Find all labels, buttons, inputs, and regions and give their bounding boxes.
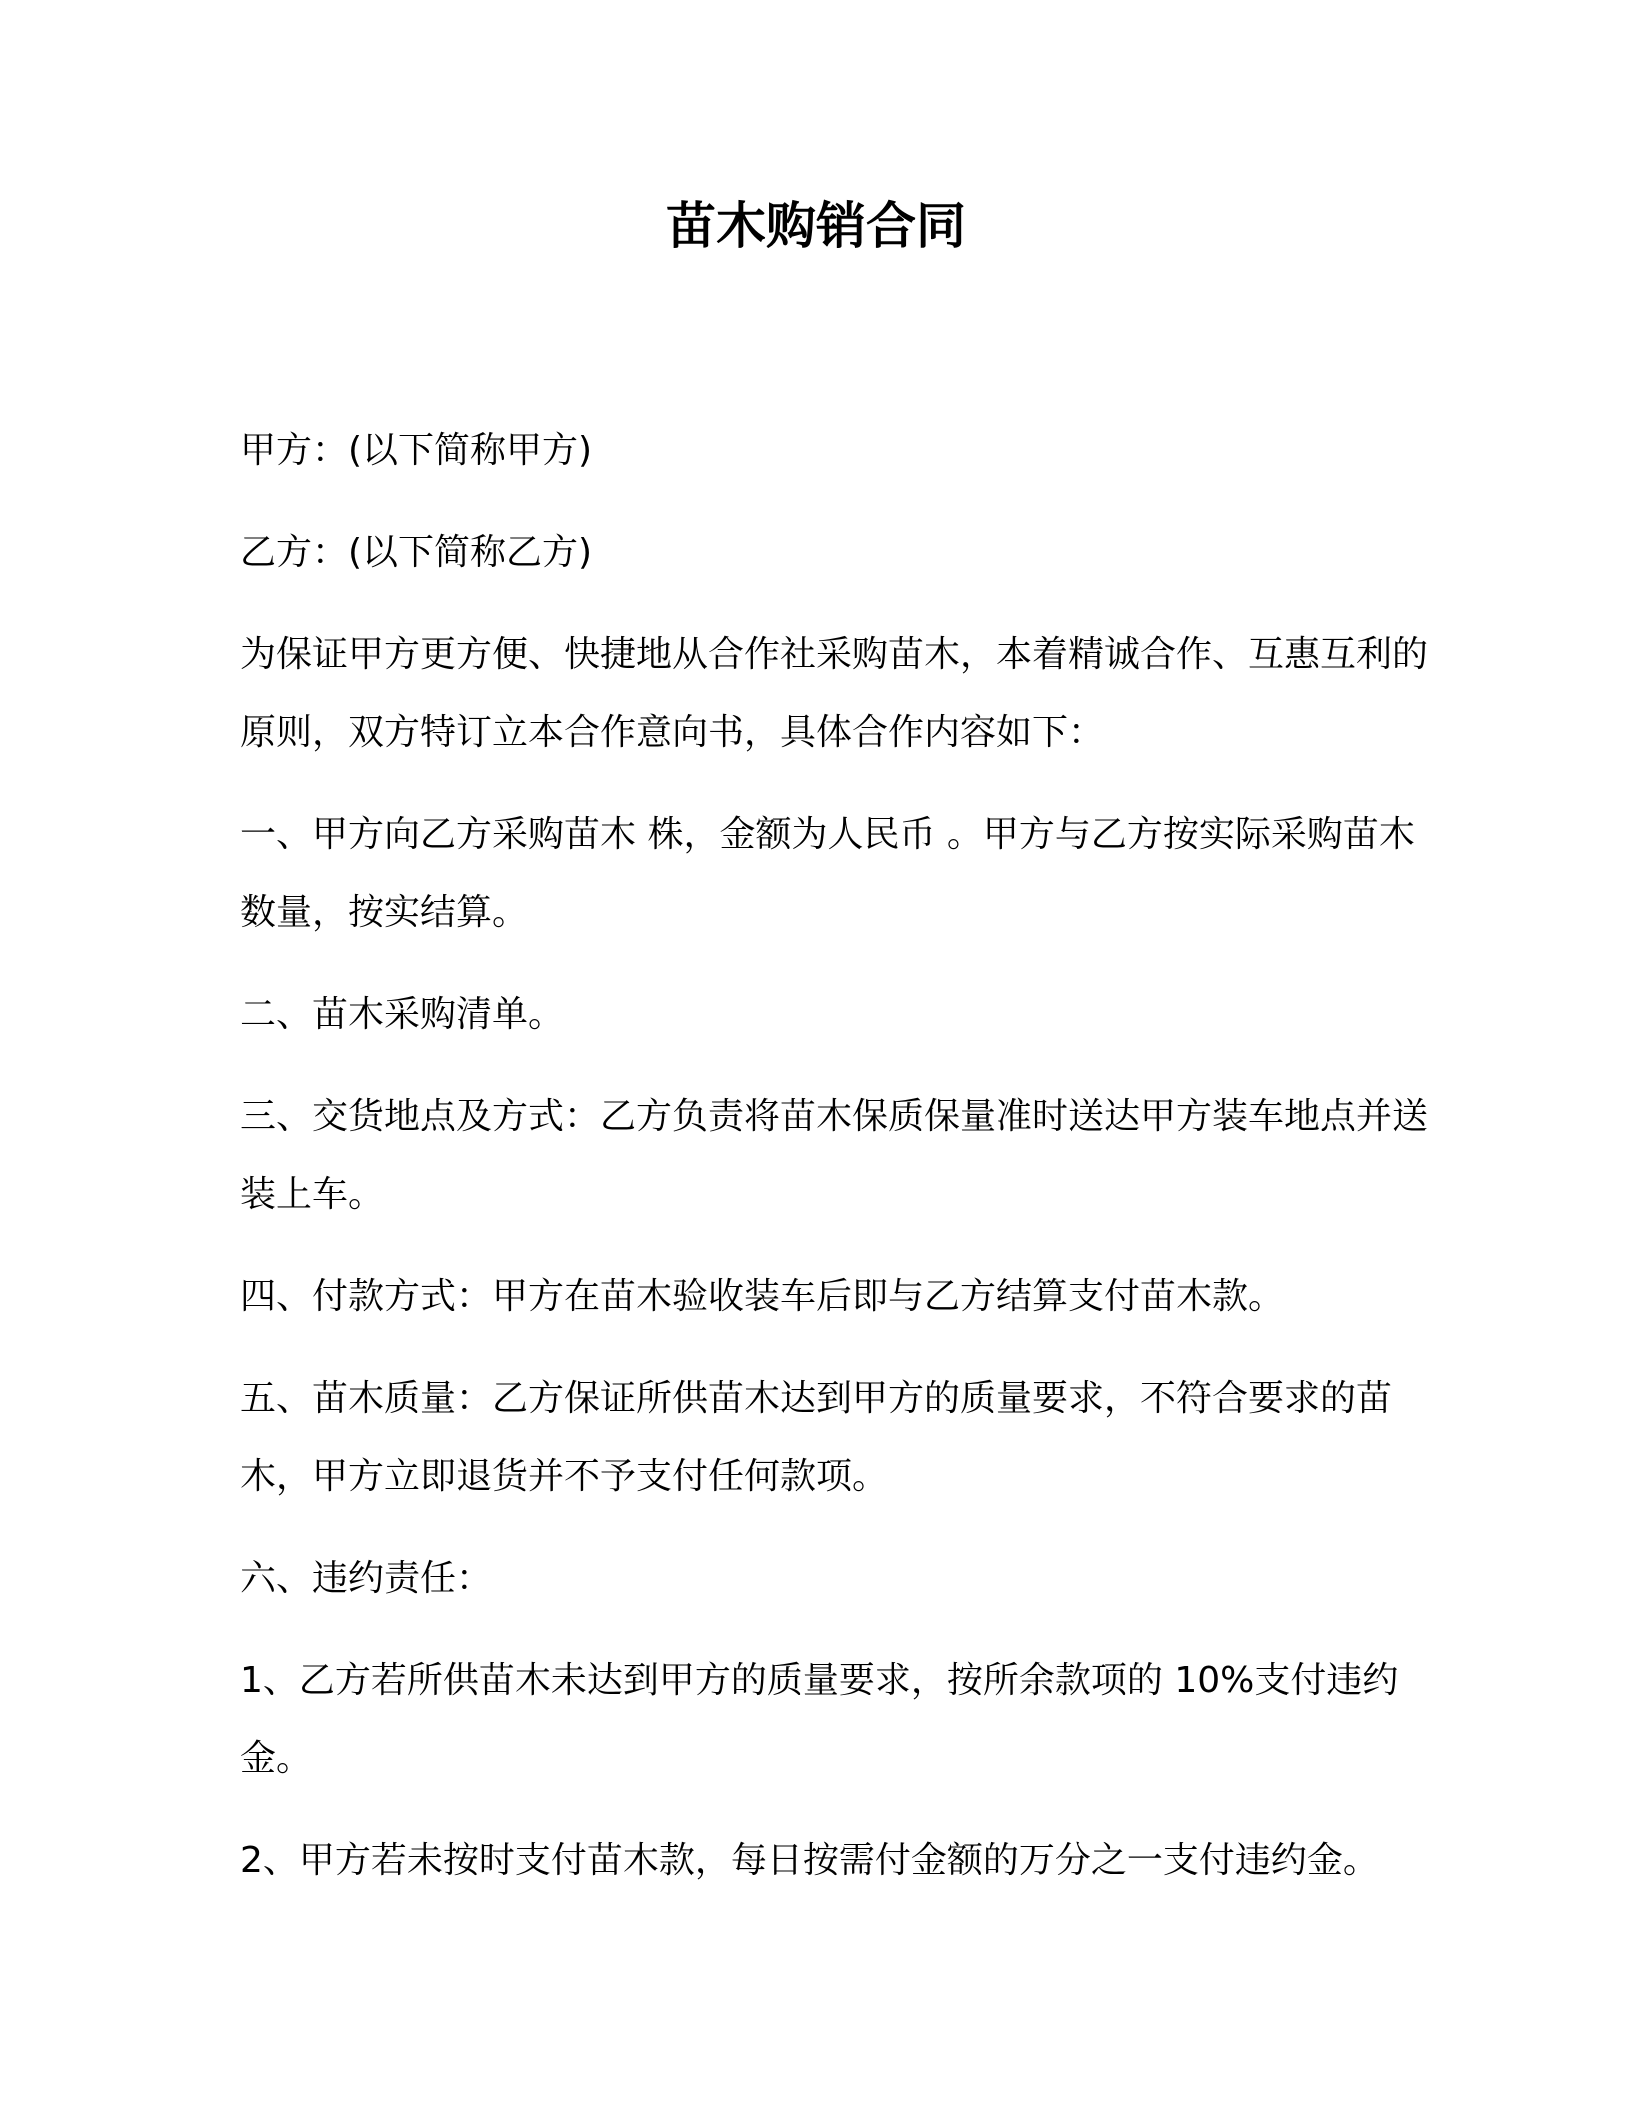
clause-4-payment: 四、付款方式：甲方在苗木验收装车后即与乙方结算支付苗木款。 — [240, 1276, 1285, 1317]
liability-item-2: 2、甲方若未按时支付苗木款，每日按需付金额的万分之一支付违约金。 — [240, 1840, 1379, 1881]
clause-3-delivery: 三、交货地点及方式：乙方负责将苗木保质保量准时送达甲方装车地点并送装上车。 — [240, 1096, 1429, 1215]
clause-6-liability-heading: 六、违约责任： — [240, 1558, 493, 1599]
preamble-paragraph: 为保证甲方更方便、快捷地从合作社采购苗木，本着精诚合作、互惠互利的原则，双方特订立本合作意向书，具体合作内容如下： — [240, 634, 1429, 753]
liability-item-1: 1、乙方若所供苗木未达到甲方的质量要求，按所余款项的 10%支付违约金。 — [240, 1660, 1399, 1779]
party-b-line: 乙方：(以下简称乙方) — [240, 532, 593, 573]
document-title: 苗木购销合同 — [666, 197, 966, 255]
clause-5-quality: 五、苗木质量：乙方保证所供苗木达到甲方的质量要求，不符合要求的苗木，甲方立即退货并不予支付任何款项。 — [240, 1378, 1393, 1497]
party-a-line: 甲方：(以下简称甲方) — [240, 430, 593, 471]
clause-1-purchase: 一、甲方向乙方采购苗木 株，金额为人民币 。甲方与乙方按实际采购苗木数量，按实结算。 — [240, 814, 1415, 933]
clause-2-list: 二、苗木采购清单。 — [240, 994, 565, 1035]
document-body — [240, 412, 1440, 1924]
